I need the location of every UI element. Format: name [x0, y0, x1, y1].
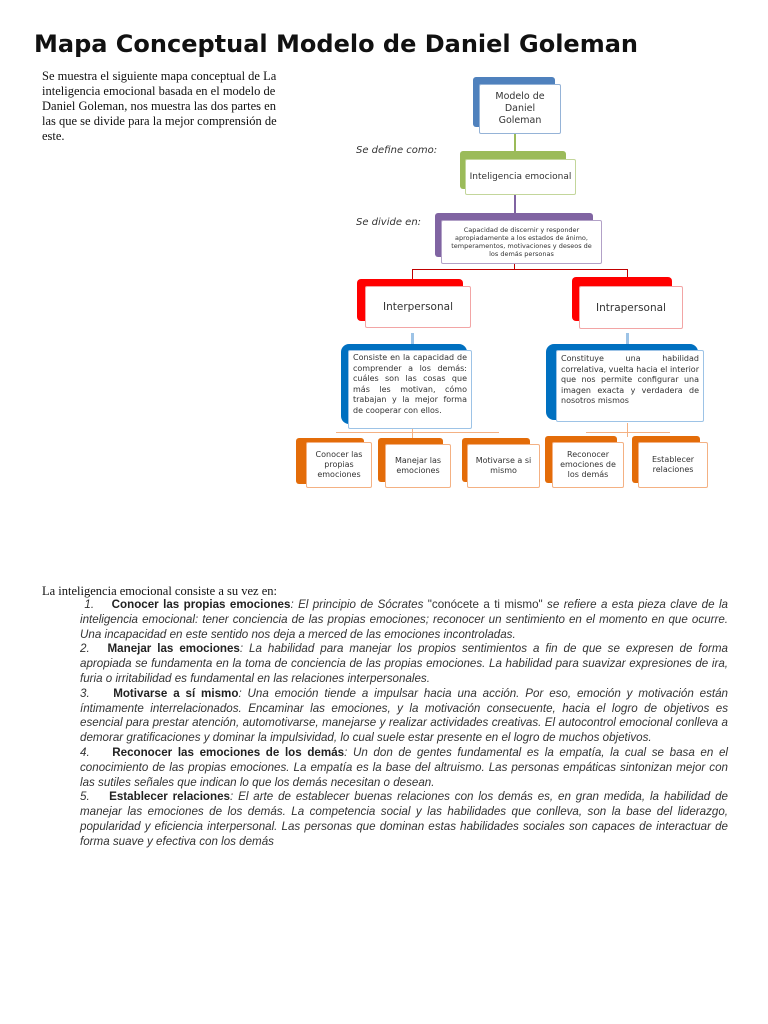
- item-number: 1.: [84, 598, 95, 611]
- item-body: : El principio de Sócrates: [290, 598, 428, 611]
- leaf-establecer: [638, 442, 708, 488]
- root-node-label: Modelo de Daniel Goleman: [495, 91, 545, 126]
- divides-label: Se divide en:: [356, 217, 422, 228]
- interpersonal-desc: [348, 350, 472, 429]
- item-number: 5.: [80, 790, 90, 804]
- item-body: : La habilidad para manejar los propios sentimientos a fin de que se expresen de forma apropiada se fundamenta en la toma de conciencia de las propias emociones. La habilidad para suavizar expresiones de ira, furia o irritabilidad es fundamental en las relaciones interpersonales.: [80, 642, 728, 685]
- item-number: 4.: [80, 745, 90, 759]
- intrapersonal-desc-text: Constituye una habilidad correlativa, vuelta hacia el interior que nos permite configurar una imagen exacta y verdadera de nosotros mismos: [561, 354, 699, 405]
- list-item: [80, 642, 728, 686]
- leaf-motivarse-label: Motivarse a si mismo: [475, 456, 532, 475]
- page-title: Mapa Conceptual Modelo de Daniel Goleman: [34, 30, 638, 58]
- item-title: Motivarse a sí mismo: [113, 686, 239, 700]
- definition-node-label: Inteligencia emocional: [469, 172, 572, 182]
- leaf-motivarse: [467, 444, 540, 488]
- item-body: : Un don de gentes fundamental es la empatía, la cual se basa en el conocimiento de las propias emociones. La empatía es la base del altruismo. Las personas empáticas sintonizan mejor con las sutiles señales que indican lo que los demás necesitan o desean.: [80, 745, 728, 789]
- item-title: Conocer las propias emociones: [111, 598, 291, 611]
- connector-right-leaves-vertical: [627, 423, 628, 437]
- item-body-rest: se refiere a esta pieza clave de la inteligencia emocional: tener conciencia de las propias emociones; reconocer un sentimiento en el momento en que ocurre. Una incapacidad en este sentido nos deja a merced de las emociones incontroladas.: [80, 598, 728, 641]
- leaf-manejar: [385, 444, 451, 488]
- intrapersonal-node-label: Intrapersonal: [596, 301, 666, 314]
- leaf-conocer-label: Conocer las propias emociones: [315, 450, 363, 479]
- leaf-establecer-label: Establecer relaciones: [651, 455, 695, 474]
- numbered-list: [80, 598, 728, 850]
- intrapersonal-node: [579, 286, 683, 329]
- list-item: [80, 790, 728, 849]
- intrapersonal-desc: [556, 350, 704, 422]
- connector-branch-horizontal: [412, 269, 628, 270]
- list-item: [80, 598, 728, 642]
- root-node: [479, 84, 561, 134]
- capacity-node-label: Capacidad de discernir y responder apropiadamente a los estados de ánimo, temperamentos, motivaciones y deseos de los demás personas: [451, 226, 592, 258]
- interpersonal-node: [365, 286, 471, 328]
- item-number: 2.: [80, 642, 90, 656]
- lead-sentence: La inteligencia emocional consiste a su vez en:: [42, 584, 277, 598]
- leaf-reconocer: [552, 442, 624, 488]
- connector-left-leaves-horizontal: [336, 432, 499, 433]
- list-item: [80, 746, 728, 790]
- connector-right-leaves-horizontal: [586, 432, 670, 433]
- leaf-conocer: [306, 442, 372, 488]
- item-quote: "conócete a ti mismo": [427, 598, 543, 611]
- item-title: Reconocer las emociones de los demás: [112, 745, 345, 759]
- interpersonal-node-label: Interpersonal: [383, 301, 453, 313]
- item-number: 3.: [80, 686, 90, 700]
- capacity-node: [441, 220, 602, 264]
- item-body: : Una emoción tiende a impulsar hacia una acción. Por eso, emoción y motivación están íntimamente interrelacionados. Encaminar las emociones, y la motivación consecuente, hacia el logro de objetivos es esencial para prestar atención, automotivarse, manejarse y realizar actividades creativas. El autocontrol emocional conlleva a demorar gratificaciones y dominar la impulsividad, lo cual suele estar presente en el logro de muchos objetivos.: [80, 686, 729, 745]
- leaf-manejar-label: Manejar las emociones: [394, 456, 442, 475]
- definition-node: [465, 159, 576, 195]
- list-item: [80, 687, 728, 746]
- item-title: Establecer relaciones: [109, 790, 230, 804]
- interpersonal-desc-text: Consiste en la capacidad de comprender a los demás: cuáles son las cosas que más les motivan, cómo trabajan y la mejor forma de cooperar con ellos.: [353, 353, 467, 415]
- intro-paragraph: Se muestra el siguiente mapa conceptual de La inteligencia emocional basada en el modelo de Daniel Goleman, nos muestra las dos partes en las que se divide para la mejor comprensión de este.: [42, 69, 277, 143]
- leaf-reconocer-label: Reconocer emociones de los demás: [560, 450, 616, 479]
- item-title: Manejar las emociones: [107, 642, 240, 656]
- item-body: : El arte de establecer buenas relaciones con los demás es, en gran medida, la habilidad de manejar las emociones de los demás. La competencia social y las habilidades que conlleva, son la base del liderazgo, popularidad y eficiencia interpersonal. Las personas que dominan estas habilidades sociales son capaces de interactuar de forma suave y efectiva con los demás: [80, 790, 728, 848]
- defines-label: Se define como:: [356, 145, 438, 156]
